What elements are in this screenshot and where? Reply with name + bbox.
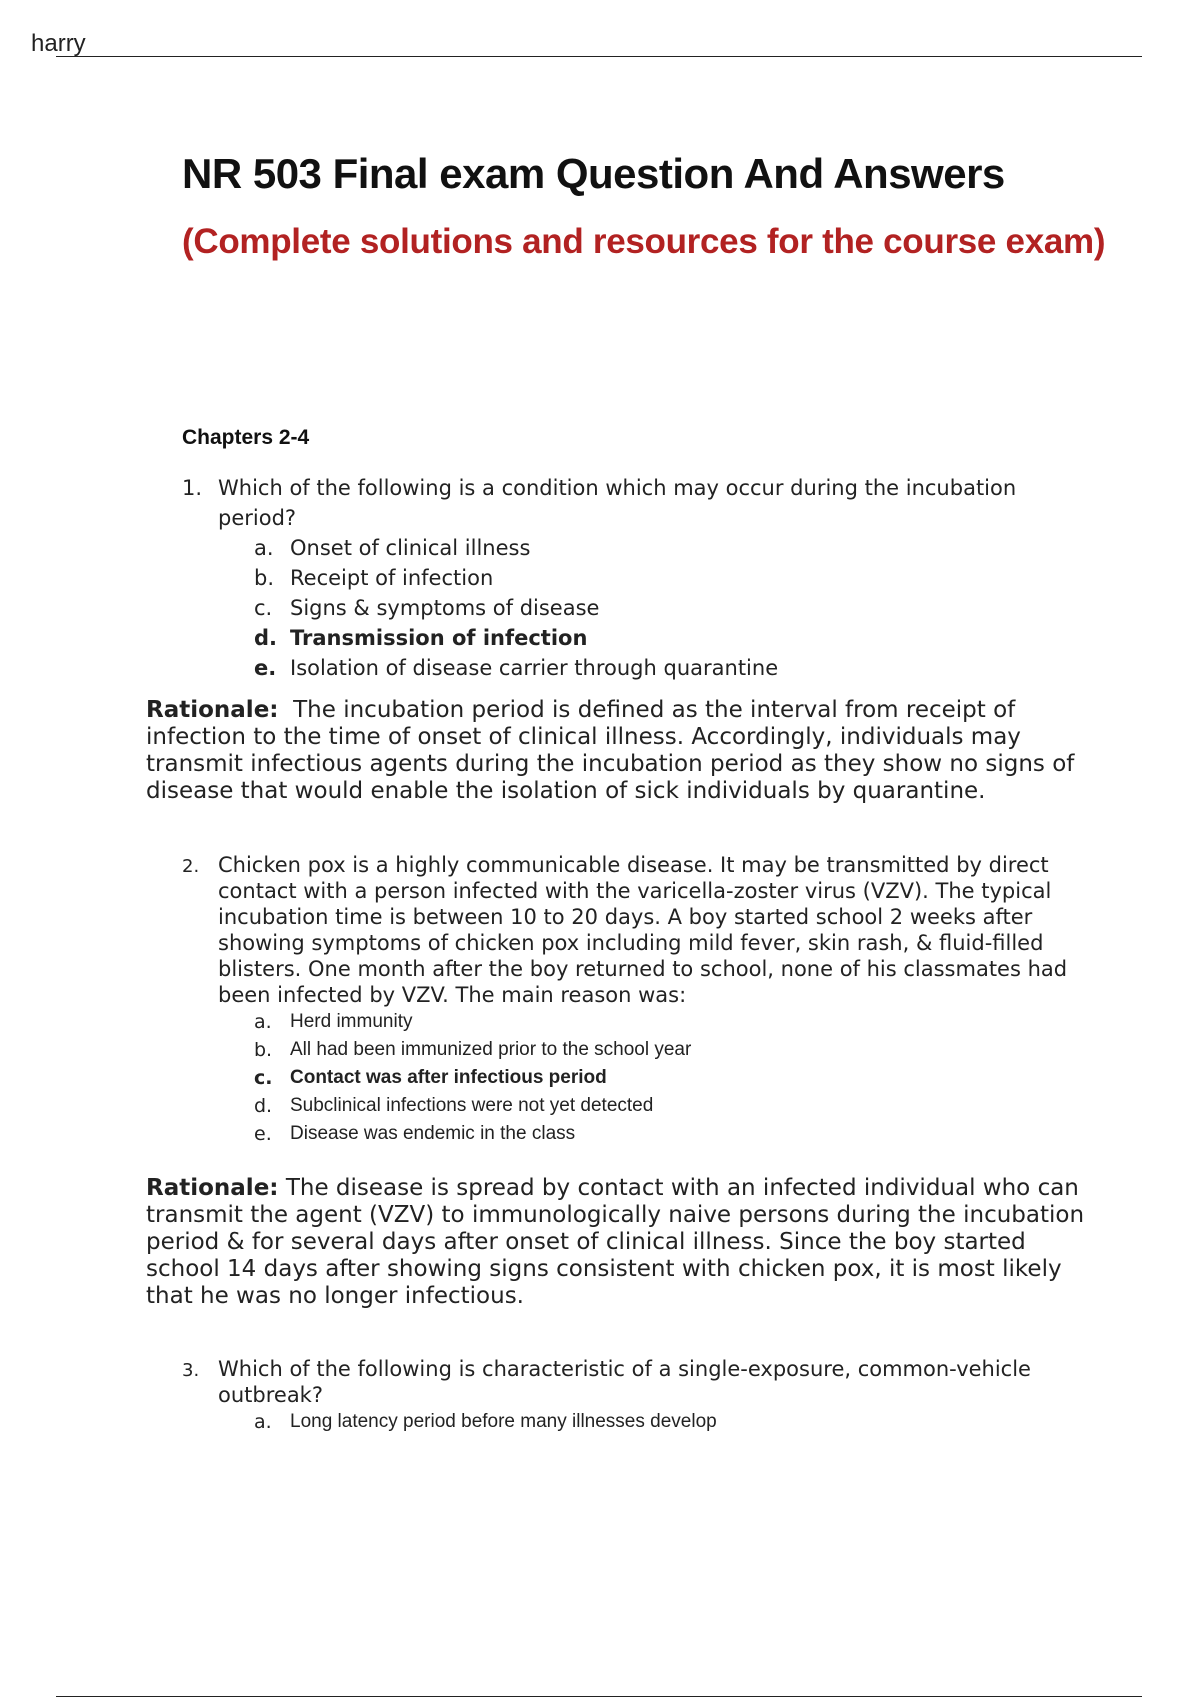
option-list (182, 533, 1082, 683)
rationale-text: The incubation period is defined as the interval from receipt of infection to the time of onset of clinical illness. Accordingly, individuals may transmit infectious agents during the incubation period as they show no signs of disease that would enable the isolation of sick individuals by quarantine. (146, 697, 1075, 804)
option-e (254, 653, 1082, 683)
option-letter: e. (254, 1123, 272, 1145)
question-text: Which of the following is characteristic of a single-exposure, common-vehicle outbreak? (218, 1357, 1031, 1407)
option-a (254, 1408, 1082, 1436)
question-number: 3. (182, 1360, 200, 1381)
option-text: Subclinical infections were not yet detected (290, 1095, 654, 1116)
option-text: Isolation of disease carrier through quarantine (290, 656, 779, 680)
option-letter: c. (254, 596, 273, 620)
header-rule (56, 56, 1142, 57)
footer-rule (56, 1696, 1142, 1697)
document-subtitle: (Complete solutions and resources for the course exam) (182, 222, 1106, 261)
option-c (254, 593, 1082, 623)
chapter-heading: Chapters 2-4 (182, 426, 310, 449)
rationale-1 (146, 697, 1096, 805)
option-text: Disease was endemic in the class (290, 1123, 576, 1144)
option-list (182, 1008, 1082, 1148)
option-letter: e. (254, 656, 277, 680)
option-text: Herd immunity (290, 1011, 413, 1032)
option-a (254, 533, 1082, 563)
option-b (254, 1036, 1082, 1064)
rationale-text: The disease is spread by contact with an infected individual who can transmit the agent (VZV) to immunologically naive persons during the incubation period & for several days after onset of clinical illness. Since the boy started school 14 days after showing signs consistent with chicken pox, it is most likely that he was no longer infectious. (146, 1175, 1085, 1309)
option-letter: d. (254, 1095, 273, 1117)
option-letter: b. (254, 566, 275, 590)
option-list (182, 1408, 1082, 1436)
option-letter: a. (254, 1411, 272, 1433)
question-3 (182, 1356, 1082, 1436)
option-text: Contact was after infectious period (290, 1067, 607, 1088)
option-letter: d. (254, 626, 278, 650)
rationale-label: Rationale: (146, 697, 279, 723)
option-d (254, 1092, 1082, 1120)
option-letter: c. (254, 1067, 273, 1089)
option-d-correct (254, 623, 1082, 653)
question-number: 1. (182, 476, 203, 500)
option-letter: b. (254, 1039, 273, 1061)
rationale-label: Rationale: (146, 1175, 279, 1201)
option-text: Receipt of infection (290, 566, 494, 590)
question-text: Chicken pox is a highly communicable disease. It may be transmitted by direct contact with a person infected with the varicella-zoster virus (VZV). The typical incubation time is between 10 to 20 days. A boy started school 2 weeks after showing symptoms of chicken pox including mild fever, skin rash, & fluid-filled blisters. One month after the boy returned to school, none of his classmates had been infected by VZV. The main reason was: (218, 853, 1068, 1007)
rationale-2 (146, 1175, 1096, 1310)
option-a (254, 1008, 1082, 1036)
option-text: Long latency period before many illnesses develop (290, 1411, 717, 1432)
document-title: NR 503 Final exam Question And Answers (182, 150, 1005, 197)
option-text: All had been immunized prior to the school year (290, 1039, 692, 1060)
option-letter: a. (254, 1011, 272, 1033)
question-text: Which of the following is a condition which may occur during the incubation period? (218, 476, 1017, 530)
option-letter: a. (254, 536, 274, 560)
option-b (254, 563, 1082, 593)
question-number: 2. (182, 856, 200, 877)
question-1 (182, 473, 1082, 683)
question-2 (182, 852, 1082, 1148)
header-name: harry (31, 30, 86, 57)
option-c-correct (254, 1064, 1082, 1092)
option-text: Onset of clinical illness (290, 536, 531, 560)
option-text: Signs & symptoms of disease (290, 596, 600, 620)
option-e (254, 1120, 1082, 1148)
option-text: Transmission of infection (290, 626, 588, 650)
